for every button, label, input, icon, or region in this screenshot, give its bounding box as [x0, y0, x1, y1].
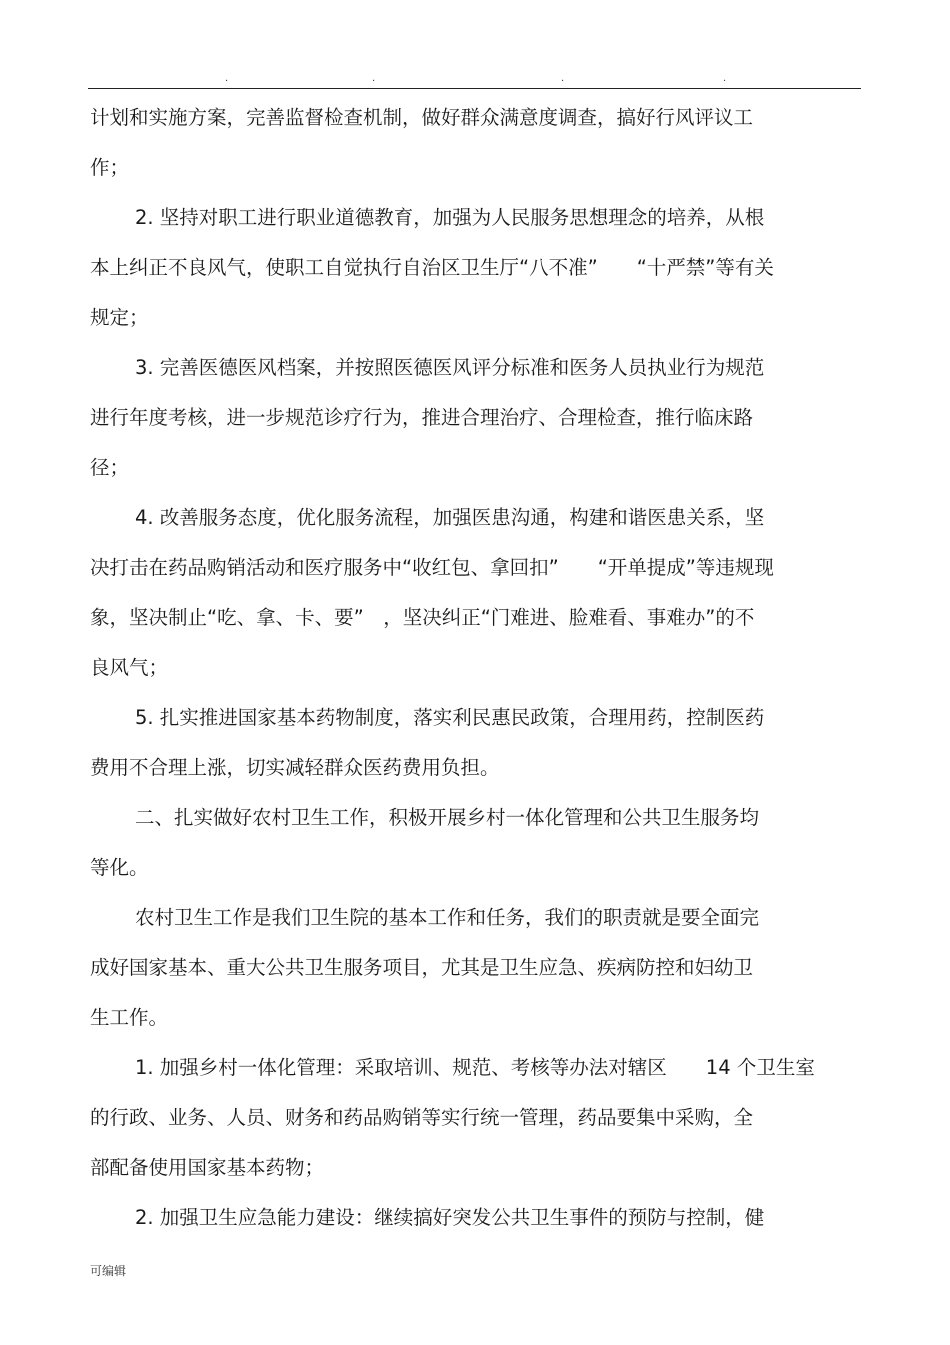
section-heading: 二、扎实做好农村卫生工作，积极开展乡村一体化管理和公共卫生服务均 — [135, 806, 760, 829]
text-line: 进行年度考核，进一步规范诊疗行为，推进合理治疗、合理检查，推行临床路 — [90, 406, 754, 429]
section-heading: 等化。 — [90, 856, 149, 879]
text-line: 农村卫生工作是我们卫生院的基本工作和任务，我们的职责就是要全面完 — [135, 906, 760, 929]
text-line: 2. 坚持对职工进行职业道德教育，加强为人民服务思想理念的培养，从根 — [135, 206, 765, 229]
text-line: 费用不合理上涨，切实减轻群众医药费用负担。 — [90, 756, 500, 779]
text-line: 径； — [90, 456, 130, 479]
text-line: 部配备使用国家基本药物； — [90, 1156, 325, 1179]
text-line: 规定； — [90, 306, 149, 329]
text-line: 2. 加强卫生应急能力建设：继续搞好突发公共卫生事件的预防与控制，健 — [135, 1206, 765, 1229]
text-line: 象，坚决制止“吃、拿、卡、要” ，坚决纠正“门难进、脸难看、事难办”的不 — [90, 606, 755, 629]
text-line: 4. 改善服务态度，优化服务流程，加强医患沟通，构建和谐医患关系，坚 — [135, 506, 765, 529]
text-line: 生工作。 — [90, 1006, 169, 1029]
header-rule — [88, 88, 861, 89]
header-dot: . — [372, 73, 376, 84]
text-line: 1. 加强乡村一体化管理：采取培训、规范、考核等办法对辖区 14 个卫生室 — [135, 1056, 815, 1079]
text-line: 3. 完善医德医风档案，并按照医德医风评分标准和医务人员执业行为规范 — [135, 356, 765, 379]
text-line: 计划和实施方案，完善监督检查机制，做好群众满意度调查，搞好行风评议工 — [90, 106, 754, 129]
text-line: 的行政、业务、人员、财务和药品购销等实行统一管理，药品要集中采购，全 — [90, 1106, 754, 1129]
text-line: 5. 扎实推进国家基本药物制度，落实利民惠民政策，合理用药，控制医药 — [135, 706, 765, 729]
header-dot: . — [561, 73, 565, 84]
header-dot: . — [723, 73, 727, 84]
text-line: 决打击在药品购销活动和医疗服务中“收红包、拿回扣” “开单提成”等违规现 — [90, 556, 774, 579]
header-dot: . — [225, 73, 229, 84]
footer-label: 可编辑 — [90, 1264, 127, 1278]
text-line: 作； — [90, 156, 130, 179]
text-line: 本上纠正不良风气，使职工自觉执行自治区卫生厅“八不准” “十严禁”等有关 — [90, 256, 774, 279]
text-line: 成好国家基本、重大公共卫生服务项目，尤其是卫生应急、疾病防控和妇幼卫 — [90, 956, 754, 979]
text-line: 良风气； — [90, 656, 169, 679]
